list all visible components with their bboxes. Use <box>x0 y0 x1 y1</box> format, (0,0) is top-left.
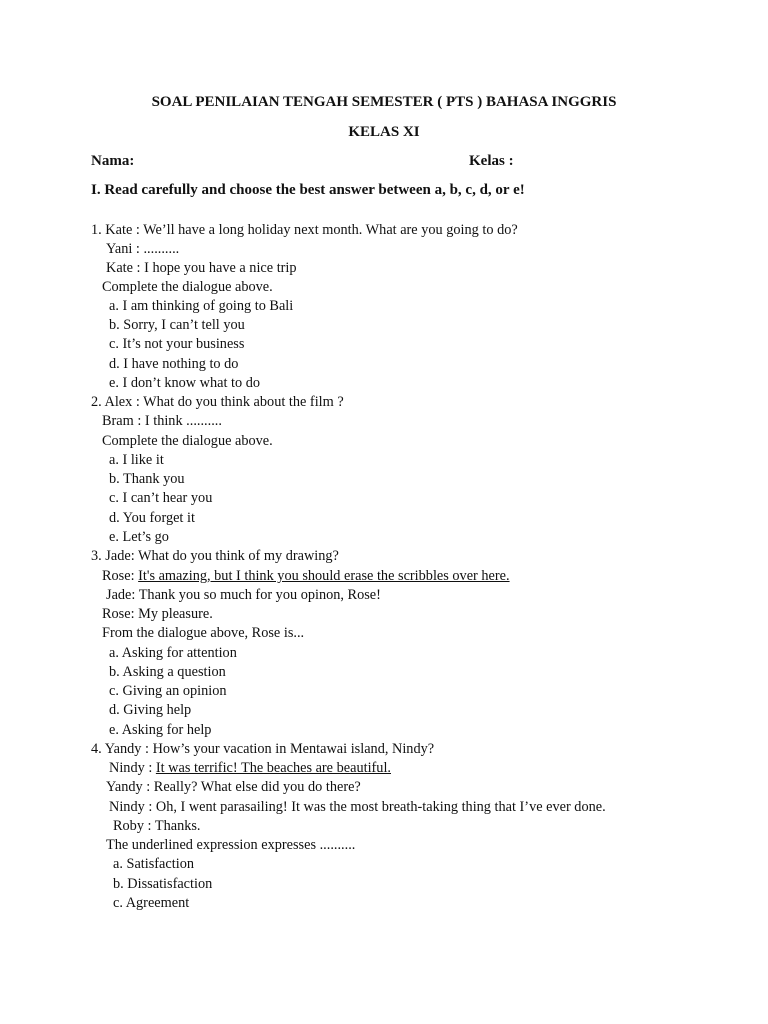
q3-underlined-expression: It's amazing, but I think you should erase the scribbles over here. <box>138 568 510 584</box>
q3-option-a: a. Asking for attention <box>109 645 237 661</box>
q3-option-e: e. Asking for help <box>109 722 212 738</box>
q1-dialogue-line-3: Kate : I hope you have a nice trip <box>106 260 297 276</box>
q4-underlined-expression: It was terrific! The beaches are beautiful. <box>155 760 391 776</box>
q4-option-c: c. Agreement <box>113 895 190 911</box>
q4-dialogue-line-3: Yandy : Really? What else did you do there? <box>106 779 361 795</box>
q2-dialogue-line-1: 2. Alex : What do you think about the film ? <box>91 394 344 410</box>
q4-option-b: b. Dissatisfaction <box>113 876 213 892</box>
q3-speaker-rose: Rose: <box>102 568 139 584</box>
q2-option-c: c. I can’t hear you <box>109 490 213 506</box>
q3-prompt: From the dialogue above, Rose is... <box>102 625 305 641</box>
q2-dialogue-line-2: Bram : I think .......... <box>102 413 222 429</box>
q3-dialogue-line-1: 3. Jade: What do you think of my drawing? <box>91 548 339 564</box>
q3-option-d: d. Giving help <box>109 702 192 718</box>
class-label: Kelas : <box>469 153 514 169</box>
q4-option-a: a. Satisfaction <box>113 856 194 872</box>
q3-option-b: b. Asking a question <box>109 664 226 680</box>
q1-option-d: d. I have nothing to do <box>109 356 239 372</box>
q4-dialogue-line-4: Nindy : Oh, I went parasailing! It was the most breath-taking thing that I’ve ever done. <box>109 799 606 815</box>
section-instruction: I. Read carefully and choose the best answer between a, b, c, d, or e! <box>91 182 525 198</box>
q2-prompt: Complete the dialogue above. <box>102 433 273 449</box>
q4-dialogue-line-1: 4. Yandy : How’s your vacation in Mentawai island, Nindy? <box>91 741 435 757</box>
q2-option-a: a. I like it <box>109 452 164 468</box>
q1-option-a: a. I am thinking of going to Bali <box>109 298 294 314</box>
q4-prompt: The underlined expression expresses .......... <box>106 837 356 853</box>
q2-option-e: e. Let’s go <box>109 529 169 545</box>
class-title: KELAS XI <box>348 124 420 140</box>
q1-dialogue-line-2: Yani : .......... <box>106 241 180 257</box>
q1-prompt: Complete the dialogue above. <box>102 279 273 295</box>
q3-dialogue-line-3: Jade: Thank you so much for you opinon, Rose! <box>106 587 381 603</box>
q1-option-e: e. I don’t know what to do <box>109 375 261 391</box>
q1-dialogue-line-1: 1. Kate : We’ll have a long holiday next month. What are you going to do? <box>91 222 518 238</box>
q1-option-b: b. Sorry, I can’t tell you <box>109 317 245 333</box>
q4-dialogue-line-2 <box>109 759 391 777</box>
q2-option-d: d. You forget it <box>109 510 195 526</box>
q4-dialogue-line-5: Roby : Thanks. <box>113 818 201 834</box>
q4-speaker-nindy: Nindy : <box>109 760 156 776</box>
name-label: Nama: <box>91 153 135 169</box>
q1-option-c: c. It’s not your business <box>109 336 245 352</box>
q3-dialogue-line-4: Rose: My pleasure. <box>102 606 213 622</box>
q3-option-c: c. Giving an opinion <box>109 683 227 699</box>
q3-dialogue-line-2 <box>102 567 510 585</box>
exam-title: SOAL PENILAIAN TENGAH SEMESTER ( PTS ) BAHASA INGGRIS <box>151 94 617 110</box>
q2-option-b: b. Thank you <box>109 471 185 487</box>
